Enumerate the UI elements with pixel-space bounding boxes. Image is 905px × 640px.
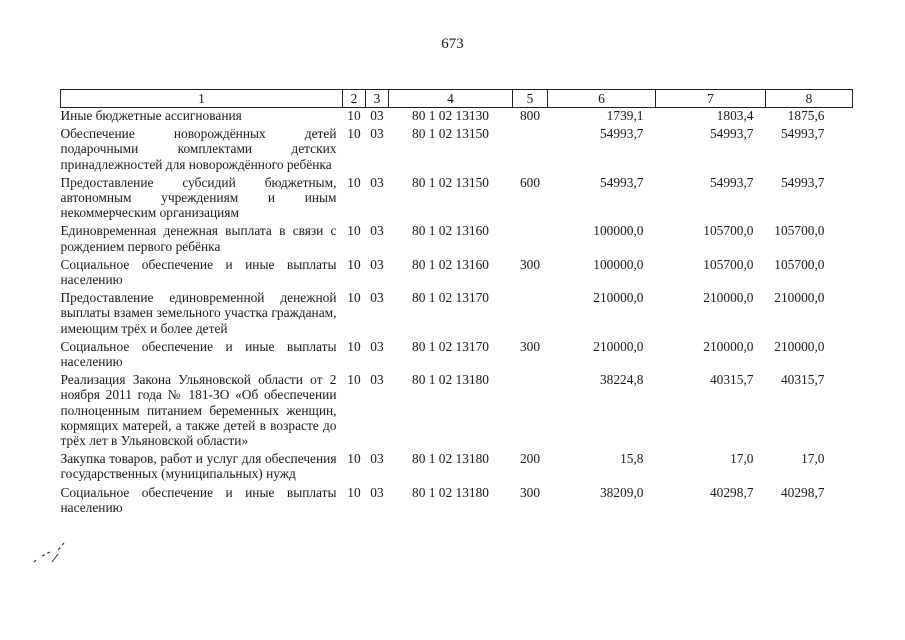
budget-table bbox=[60, 89, 853, 518]
table-row bbox=[61, 223, 853, 256]
row-name: Обеспечение новорождённых детей подарочными комплектами детских принадлежностей для новорождённого ребёнка bbox=[60, 126, 337, 172]
row-amount-year-2: 105700,0 bbox=[703, 223, 754, 239]
row-name: Социальное обеспечение и иные выплаты населению bbox=[60, 338, 337, 370]
row-subsection: 03 bbox=[370, 484, 384, 500]
row-name: Закупка товаров, работ и услуг для обеспечения государственных (муниципальных) нужд bbox=[60, 451, 337, 482]
row-amount-year-1: 210000,0 bbox=[593, 290, 644, 306]
table-row bbox=[61, 485, 853, 518]
row-amount-year-2: 210000,0 bbox=[703, 338, 754, 354]
column-header-expense-type: 5 bbox=[513, 90, 548, 108]
page-number: 673 bbox=[441, 36, 464, 52]
row-target-article: 80 1 02 13130 bbox=[412, 108, 489, 123]
row-amount-year-1: 100000,0 bbox=[593, 223, 644, 239]
row-subsection: 03 bbox=[370, 108, 384, 123]
row-name: Иные бюджетные ассигнования bbox=[60, 108, 242, 123]
column-header-name: 1 bbox=[61, 90, 343, 108]
row-amount-year-3: 210000,0 bbox=[774, 338, 825, 354]
row-expense-type: 300 bbox=[519, 484, 541, 500]
row-expense-type: 800 bbox=[519, 108, 541, 123]
row-subsection: 03 bbox=[370, 126, 384, 142]
row-amount-year-2: 40315,7 bbox=[709, 372, 754, 388]
row-amount-year-1: 54993,7 bbox=[599, 174, 644, 190]
row-amount-year-2: 17,0 bbox=[730, 451, 754, 467]
row-target-article: 80 1 02 13170 bbox=[412, 338, 489, 354]
row-amount-year-1: 15,8 bbox=[620, 451, 644, 467]
column-header-year-3: 8 bbox=[766, 90, 853, 108]
row-expense-type bbox=[513, 223, 548, 256]
column-header-year-2: 7 bbox=[656, 90, 766, 108]
row-target-article: 80 1 02 13180 bbox=[412, 372, 489, 388]
table-row bbox=[61, 339, 853, 372]
table-row bbox=[61, 175, 853, 224]
row-expense-type: 200 bbox=[519, 451, 541, 467]
row-amount-year-1: 1739,1 bbox=[606, 108, 644, 123]
row-amount-year-2: 1803,4 bbox=[716, 108, 754, 123]
row-name: Предоставление единовременной денежной выплаты взамен земельного участка гражданам, имеющим трёх и более детей bbox=[60, 290, 337, 336]
row-subsection: 03 bbox=[370, 372, 384, 388]
row-name: Единовременная денежная выплата в связи с рождением первого ребёнка bbox=[60, 223, 337, 254]
row-target-article: 80 1 02 13150 bbox=[412, 174, 489, 190]
row-section: 10 bbox=[347, 256, 361, 272]
row-amount-year-3: 54993,7 bbox=[780, 126, 825, 142]
table-row bbox=[61, 257, 853, 290]
row-subsection: 03 bbox=[370, 256, 384, 272]
row-target-article: 80 1 02 13170 bbox=[412, 290, 489, 306]
row-subsection: 03 bbox=[370, 290, 384, 306]
row-name: Реализация Закона Ульяновской области от 2 ноября 2011 года № 181-ЗО «Об обеспечении полноценным питанием беременных женщин, кормящих матерей, а также детей в возрасте до трёх лет в Ульяновской области» bbox=[60, 372, 337, 449]
table-row bbox=[61, 372, 853, 451]
row-target-article: 80 1 02 13150 bbox=[412, 126, 489, 142]
row-amount-year-1: 210000,0 bbox=[593, 338, 644, 354]
row-target-article: 80 1 02 13180 bbox=[412, 484, 489, 500]
table-row bbox=[61, 451, 853, 484]
row-section: 10 bbox=[347, 174, 361, 190]
row-expense-type bbox=[513, 290, 548, 339]
row-section: 10 bbox=[347, 484, 361, 500]
row-subsection: 03 bbox=[370, 174, 384, 190]
row-section: 10 bbox=[347, 451, 361, 467]
row-subsection: 03 bbox=[370, 451, 384, 467]
row-expense-type bbox=[513, 372, 548, 451]
row-amount-year-2: 210000,0 bbox=[703, 290, 754, 306]
table-row bbox=[61, 290, 853, 339]
row-amount-year-2: 105700,0 bbox=[703, 256, 754, 272]
row-amount-year-1: 38224,8 bbox=[599, 372, 644, 388]
row-subsection: 03 bbox=[370, 223, 384, 239]
row-amount-year-3: 40298,7 bbox=[780, 484, 825, 500]
column-header-year-1: 6 bbox=[548, 90, 656, 108]
row-amount-year-3: 40315,7 bbox=[780, 372, 825, 388]
row-expense-type: 300 bbox=[519, 338, 541, 354]
row-target-article: 80 1 02 13180 bbox=[412, 451, 489, 467]
row-amount-year-2: 40298,7 bbox=[709, 484, 754, 500]
row-section: 10 bbox=[347, 223, 361, 239]
row-section: 10 bbox=[347, 338, 361, 354]
row-amount-year-3: 1875,6 bbox=[787, 108, 825, 123]
table-row bbox=[61, 126, 853, 175]
row-amount-year-2: 54993,7 bbox=[709, 126, 754, 142]
row-section: 10 bbox=[347, 108, 361, 123]
pen-mark bbox=[28, 540, 68, 570]
row-name: Предоставление субсидий бюджетным, автономным учреждениям и иным некоммерческим организациям bbox=[60, 174, 337, 221]
row-amount-year-3: 105700,0 bbox=[774, 256, 825, 272]
row-amount-year-3: 210000,0 bbox=[774, 290, 825, 306]
row-amount-year-3: 17,0 bbox=[801, 451, 825, 467]
row-name: Социальное обеспечение и иные выплаты населению bbox=[60, 256, 337, 288]
row-expense-type: 600 bbox=[519, 174, 541, 190]
row-target-article: 80 1 02 13160 bbox=[412, 223, 489, 239]
row-amount-year-3: 105700,0 bbox=[774, 223, 825, 239]
row-expense-type bbox=[513, 126, 548, 175]
table-row bbox=[61, 108, 853, 127]
row-target-article: 80 1 02 13160 bbox=[412, 256, 489, 272]
row-subsection: 03 bbox=[370, 338, 384, 354]
row-amount-year-3: 54993,7 bbox=[780, 174, 825, 190]
row-amount-year-1: 38209,0 bbox=[599, 484, 644, 500]
table-header-row bbox=[61, 90, 853, 108]
row-amount-year-2: 54993,7 bbox=[709, 174, 754, 190]
row-section: 10 bbox=[347, 372, 361, 388]
column-header-section: 2 bbox=[343, 90, 366, 108]
column-header-subsection: 3 bbox=[366, 90, 389, 108]
row-amount-year-1: 54993,7 bbox=[599, 126, 644, 142]
row-section: 10 bbox=[347, 290, 361, 306]
column-header-target-article: 4 bbox=[389, 90, 513, 108]
row-amount-year-1: 100000,0 bbox=[593, 256, 644, 272]
row-name: Социальное обеспечение и иные выплаты населению bbox=[60, 484, 337, 515]
row-expense-type: 300 bbox=[519, 256, 541, 272]
row-section: 10 bbox=[347, 126, 361, 142]
